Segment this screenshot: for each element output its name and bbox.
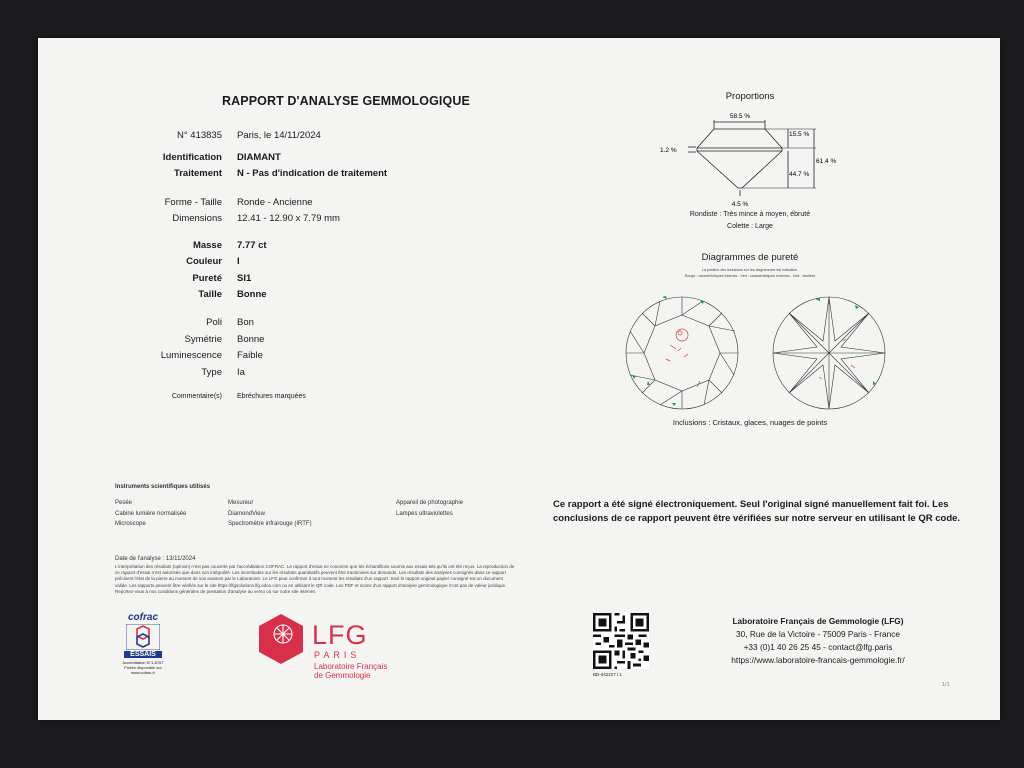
legal-text: L'interprétation des résultats (opinion) n'est pas couverte par l'accréditation COFRAC. Le rapport d'essai ne concerne que les échantillons soumis aux essais tels qu'ils ont été reçus. La reproduction de ce rapport d'essai n'est autorisée que dans son intégralité. Les incertitudes sur les résultats quantitatifs peuvent être transmises sur demande. Les résultats des analyses consignés dans ce rapport précisent l'état de la pierre au moment de son examen par le Laboratoire. Le LFG peut confirmer à tout moment les résultats d'un rapport. Seul le rapport original papier consigné est un document valide. Les rapports peuvent être vérifiés sur le site https://lfgsolutions.lfg.odoo.com ou en utilisant le QR code. Les PDF et scans d'un rapport d'analyse gemmologique n'ont pas de valeur juridique. Reportez-vous à nos conditions générales de prestation d'analyse au verso ou sur notre site internet.: [115, 564, 515, 594]
total-depth-pct: 61.4 %: [816, 158, 837, 165]
lab-website[interactable]: https://www.laboratoire-francais-gemmologie.fr/: [731, 655, 905, 665]
crown-pct: 15.5 %: [789, 131, 810, 138]
rondiste-text: Rondiste : Très mince à moyen, ébruté: [689, 211, 811, 218]
cofrac-emblem-icon: [126, 624, 160, 650]
table-facet-outline: [644, 315, 720, 391]
qr-code-icon[interactable]: [593, 613, 649, 669]
culet-pct: 4.5 %: [731, 201, 749, 208]
proportions-diagram: [648, 106, 858, 210]
lfg-wordmark: LFG: [312, 620, 368, 650]
diamond-profile: [697, 129, 782, 188]
page-number: 1/1: [942, 682, 950, 688]
proportions-heading: Proportions: [725, 91, 775, 102]
clarity-note-2: Rouge : caractéristiques internes - Vert : caractéristiques externes - Noir : facettes: [684, 274, 816, 278]
inclusions-text: Inclusions : Cristaux, glaces, nuages de points: [672, 418, 828, 427]
internal-inclusions: [666, 329, 700, 387]
clarity-note-1: La position des inclusions sur les diagrammes est indicative.: [701, 268, 799, 272]
lfg-hexagon-icon: [256, 612, 306, 666]
qr-caption: BD-042227 / 1: [593, 672, 623, 677]
lab-address: 30, Rue de la Victoire - 75009 Paris - France: [735, 629, 901, 639]
report-sheet: RAPPORT D'ANALYSE GEMMOLOGIQUE N° 413835 Paris, le 14/11/2024 Identification DIAMANT Traitement N - Pas d'indication de traitement Forme - Taille Ronde - Ancienne Dimensions 12.41 - 12.90 x 7.79 mm Masse 7.77 ct Couleur I Pureté SI1 Taille Bonne Poli Bon Symétrie Bonne Luminescence Faible Type Ia Commentaire(s) Ebréchures marquées Proportions 58.5 % 15.5 % 44.7 % 61.4 % 1.2 % 4.5 % Rondiste : Très mince à moyen, ébruté Colette : Large Diagrammes de pureté La position des inclusions sur les diagrammes est indicative. Rouge : caractéristiques internes - Vert : caractéristiques externes - Noir : facettes Inclusions : Cristaux, glaces, nuages de points Instruments scientifiques utilisés Pesée Cabine lumière normalisée Microscope Mesureur DiamondView Spectromètre infrarouge (IRTF) Appareil de photographie Lampes ultraviolettes Date de l'analyse : 13/11/2024 L'interprétation des résultats (opinion) n'est pas couverte par l'accréditation COFRAC. Le rapport d'essai ne concerne que les échantillons soumis aux essais tels qu'ils ont été reçus. La reproduction de ce rapport d'essai n'est autorisée que dans son intégralité. Les incertitudes sur les résultats quantitatifs peuvent être transmises sur demande. Les résultats des analyses consignés dans ce rapport précisent l'état de la pierre au moment de son examen par le Laboratoire. Le LFG peut confirmer à tout moment les résultats d'un rapport. Seul le rapport original papier consigné est un document valide. Les rapports peuvent être vérifiés sur le site https://lfgsolutions.lfg.odoo.com ou en utilisant le QR code. Les PDF et scans d'un rapport d'analyse gemmologique n'ont pas de valeur juridique. Reportez-vous à nos conditions générales de prestation d'analyse au verso ou sur notre site internet. Ce rapport a été signé électroniquement. Seul l'original signé manuellement fait foi. Les conclusions de ce rapport peuvent être vérifiées sur notre serveur en utilisant le QR code. cofrac ESSAIS Accréditation N°1-6767 Portée disponible sur www.cofrac.fr LFG PARIS Laboratoire Français de Gemmologie BD-042227 / 1 Laboratoire Français de Gemmologie (LFG) 30, Rue de la Victoire - 75009 Paris - France +33 (0)1 40 26 25 45 - contact@lfg.paris https://www.laboratoire-francais-gemmologie.fr/ 1/1: [38, 38, 1000, 720]
lfg-city: PARIS: [314, 650, 361, 660]
table-pct: 58.5 %: [729, 113, 751, 120]
pavilion-pct: 44.7 %: [789, 171, 810, 178]
clarity-diagram-pavilion: [769, 293, 889, 413]
lfg-fullname: Laboratoire Français de Gemmologie: [314, 662, 388, 680]
colette-text: Colette : Large: [727, 223, 773, 230]
instruments-col-3: Appareil de photographie Lampes ultraviolettes: [396, 500, 464, 517]
instruments-heading: Instruments scientifiques utilisés: [115, 484, 211, 490]
instruments-col-1: Pesée Cabine lumière normalisée Microscope: [115, 500, 187, 527]
place-date: Paris, le 14/11/2024: [237, 130, 321, 141]
girdle-pct: 1.2 %: [660, 147, 677, 154]
instruments-col-2: Mesureur DiamondView Spectromètre infrarouge (IRTF): [228, 500, 312, 527]
signature-note: Ce rapport a été signé électroniquement. Seul l'original signé manuellement fait foi. Les conclusions de ce rapport peuvent être vérifiées sur notre serveur en utilisant le QR code.: [553, 499, 961, 524]
clarity-diagram-crown: [622, 293, 742, 413]
report-title: RAPPORT D'ANALYSE GEMMOLOGIQUE: [222, 94, 470, 108]
report-number: N° 413835: [177, 130, 222, 141]
lab-contact: +33 (0)1 40 26 25 45 - contact@lfg.paris: [743, 642, 893, 652]
clarity-heading: Diagrammes de pureté: [701, 252, 799, 263]
cofrac-logo: cofrac ESSAIS Accréditation N°1-6767 Portée disponible sur www.cofrac.fr: [122, 612, 164, 675]
lab-name: Laboratoire Français de Gemmologie (LFG): [732, 616, 904, 626]
analysis-date: Date de l'analyse : 13/11/2024: [115, 556, 196, 562]
